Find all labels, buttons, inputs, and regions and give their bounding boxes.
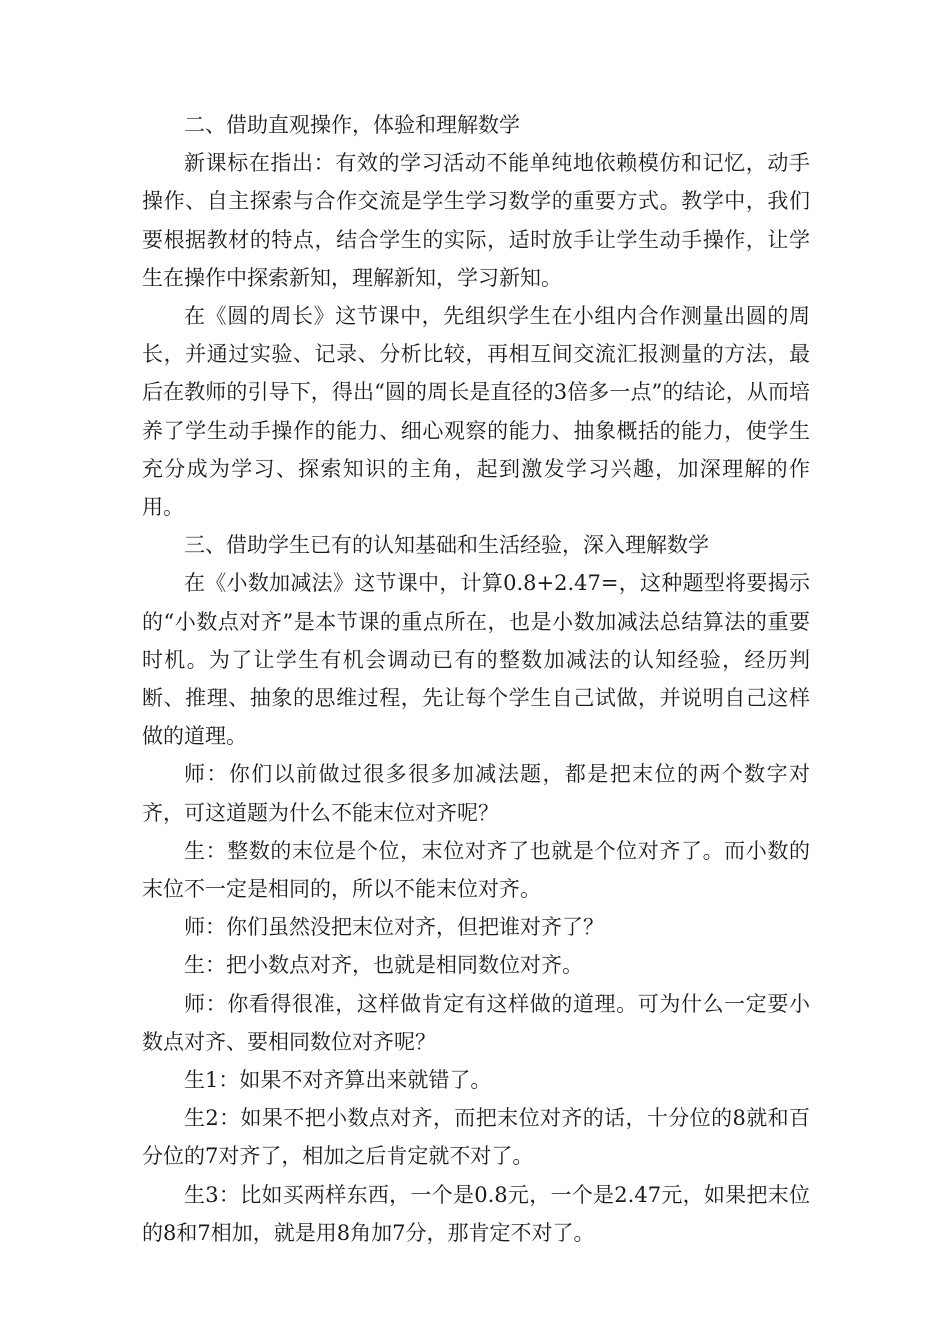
dialogue-teacher-2: 师：你们虽然没把末位对齐，但把谁对齐了？ (184, 915, 604, 940)
paragraph-circle-circumference: 在《圆的周长》这节课中，先组织学生在小组内合作测量出圆的周长，并通过实验、记录、分析比较，再相互间交流汇报测量的方法，最后在教师的引导下，得出“圆的周长是直径的3倍多一点”的结论，从而培养了学生动手操作的能力、细心观察的能力、抽象概括的能力，使学生充分成为学习、探索知识的主角，起到激发学习兴趣，加深理解的作用。 (142, 304, 810, 520)
dialogue-teacher-3: 师：你看得很准，这样做肯定有这样做的道理。可为什么一定要小数点对齐、要相同数位对齐呢？ (142, 991, 810, 1054)
dialogue-teacher-1: 师：你们以前做过很多很多加减法题，都是把末位的两个数字对齐，可这道题为什么不能末位对齐呢？ (142, 762, 810, 825)
section-heading-3: 三、借助学生已有的认知基础和生活经验，深入理解数学 (184, 533, 709, 558)
dialogue-student-2: 生：把小数点对齐，也就是相同数位对齐。 (184, 953, 583, 978)
dialogue-student-b: 生2：如果不把小数点对齐，而把末位对齐的话，十分位的8就和百分位的7对齐了，相加之后肯定就不对了。 (142, 1106, 810, 1169)
dialogue-student-c: 生3：比如买两样东西，一个是0.8元，一个是2.47元，如果把末位的8和7相加，就是用8角加7分，那肯定不对了。 (142, 1182, 810, 1245)
paragraph-decimal-addition: 在《小数加减法》这节课中，计算0.8+2.47=，这种题型将要揭示的“小数点对齐”是本节课的重点所在，也是小数加减法总结算法的重要时机。为了让学生有机会调动已有的整数加减法的认知经验，经历判断、推理、抽象的思维过程，先让每个学生自己试做，并说明自己这样做的道理。 (142, 571, 810, 749)
paragraph-new-curriculum: 新课标在指出：有效的学习活动不能单纯地依赖模仿和记忆，动手操作、自主探索与合作交流是学生学习数学的重要方式。教学中，我们要根据教材的特点，结合学生的实际，适时放手让学生动手操作，让学生在操作中探索新知，理解新知，学习新知。 (142, 151, 810, 290)
document-body (142, 106, 810, 1252)
dialogue-student-a: 生1：如果不对齐算出来就错了。 (184, 1068, 492, 1093)
dialogue-student-1: 生：整数的末位是个位，末位对齐了也就是个位对齐了。而小数的末位不一定是相同的，所以不能末位对齐。 (142, 838, 810, 902)
section-heading-2: 二、借助直观操作，体验和理解数学 (184, 113, 520, 137)
